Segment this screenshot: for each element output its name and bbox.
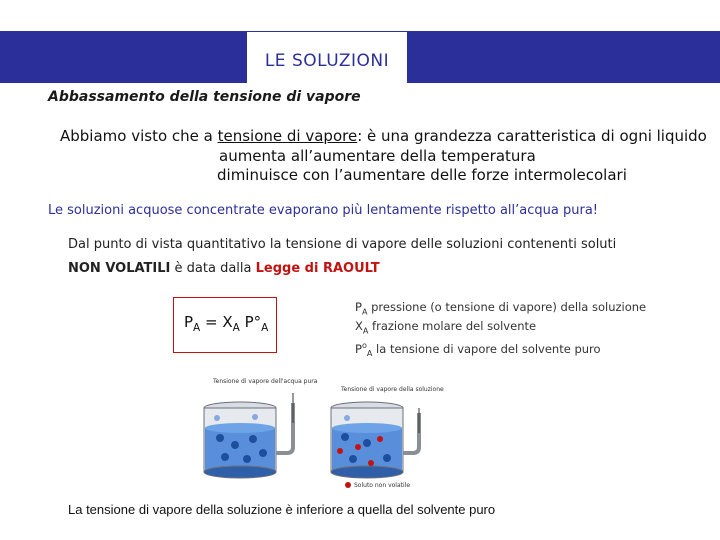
manometer-tube [403, 413, 419, 453]
page-title: LE SOLUZIONI [247, 32, 407, 90]
highlight-note: Le soluzioni acquose concentrate evaporano più lentamente rispetto all’acqua pura! [48, 203, 598, 218]
intro-suffix: : è una grandezza caratteristica di ogni liquido [357, 127, 707, 145]
intro-prefix: Abbiamo visto che a [60, 127, 218, 145]
quant-bold: NON VOLATILI [68, 261, 171, 276]
solution-beaker [331, 402, 403, 478]
solute-legend-label: Soluto non volatile [354, 482, 411, 489]
manometer-tube [276, 403, 293, 453]
solution-label: Tensione di vapore della soluzione [341, 386, 444, 393]
vapor-pressure-figure [195, 373, 455, 493]
definition-item: $X_A$ frazione molare del solvente [355, 319, 537, 336]
raoult-law-label: Legge di RAOULT [255, 261, 380, 276]
intro-line-3: diminuisce con l’aumentare delle forze intermolecolari [217, 166, 627, 184]
pure-water-label: Tensione di vapore dell'acqua pura [213, 378, 318, 385]
quant-line-2 [68, 261, 380, 276]
definitions-list [355, 300, 646, 361]
solute-legend-icon [345, 482, 351, 488]
section-subtitle: Abbassamento della tensione di vapore [48, 89, 361, 105]
intro-term: tensione di vapore [217, 127, 358, 145]
definition-item: $P^o_A$ la tensione di vapore del solvente puro [355, 340, 601, 358]
intro-line-2: aumenta all’aumentare della temperatura [219, 147, 536, 165]
pure-water-beaker [204, 402, 276, 478]
raoult-formula: $P_A = X_A$ $P^\circ_A$ [184, 313, 269, 334]
quant-mid: è data dalla [170, 261, 256, 276]
figure-caption: La tensione di vapore della soluzione è inferiore a quella del solvente puro [68, 502, 496, 517]
quant-line-1: Dal punto di vista quantitativo la tensione di vapore delle soluzioni contenenti soluti [68, 237, 617, 252]
definition-item: $P_A$ pressione (o tensione di vapore) della soluzione [355, 300, 647, 317]
intro-line-1 [60, 127, 707, 145]
